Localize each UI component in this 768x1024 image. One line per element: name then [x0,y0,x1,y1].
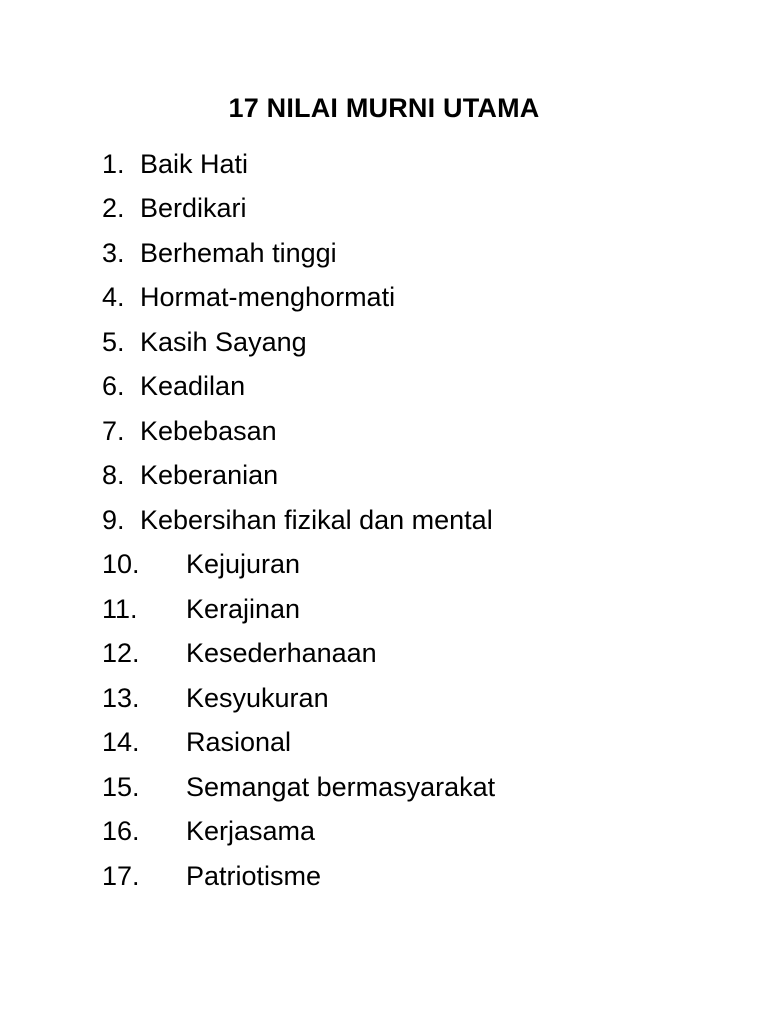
list-item [102,721,495,766]
item-text: Keberanian [140,460,279,491]
list-item [102,187,495,232]
item-text: Kebebasan [140,415,277,446]
list-item [102,676,495,721]
list-item [102,276,495,321]
list-item [102,765,495,810]
list-item [102,587,495,632]
list-item [102,231,495,276]
list-item [102,854,495,899]
item-text: Rasional [186,727,292,758]
item-number: 16. [102,816,140,847]
item-text: Kasih Sayang [140,326,307,357]
item-text: Kerajinan [186,593,301,624]
item-number: 1. [102,148,125,179]
item-number: 9. [102,504,125,535]
item-number: 8. [102,460,125,491]
item-text: Keadilan [140,371,246,402]
item-text: Kejujuran [186,549,301,580]
list-item [102,454,495,499]
list-item [102,632,495,677]
item-text: Baik Hati [140,148,249,179]
item-text: Kesyukuran [186,682,329,713]
list-item [102,365,495,410]
item-text: Kerjasama [186,816,316,847]
item-number: 10. [102,549,140,580]
list-item [102,409,495,454]
item-text: Hormat-menghormati [140,282,396,313]
item-number: 5. [102,326,125,357]
item-text: Kebersihan fizikal dan mental [140,504,493,535]
item-text: Patriotisme [186,860,322,891]
item-number: 6. [102,371,125,402]
list-item [102,142,495,187]
page-title: 17 NILAI MURNI UTAMA [228,93,540,123]
item-text: Berhemah tinggi [140,237,337,268]
item-number: 3. [102,237,125,268]
item-text: Semangat bermasyarakat [186,771,496,802]
list-item [102,543,495,588]
item-number: 11. [102,593,138,624]
list-item [102,320,495,365]
item-number: 13. [102,682,140,713]
values-list [102,142,495,899]
item-text: Kesederhanaan [186,638,377,669]
item-number: 12. [102,638,140,669]
list-item [102,810,495,855]
item-number: 4. [102,282,125,313]
item-number: 17. [102,860,140,891]
list-item [102,498,495,543]
item-number: 7. [102,415,125,446]
item-number: 15. [102,771,140,802]
item-number: 2. [102,193,125,224]
item-text: Berdikari [140,193,247,224]
item-number: 14. [102,727,140,758]
